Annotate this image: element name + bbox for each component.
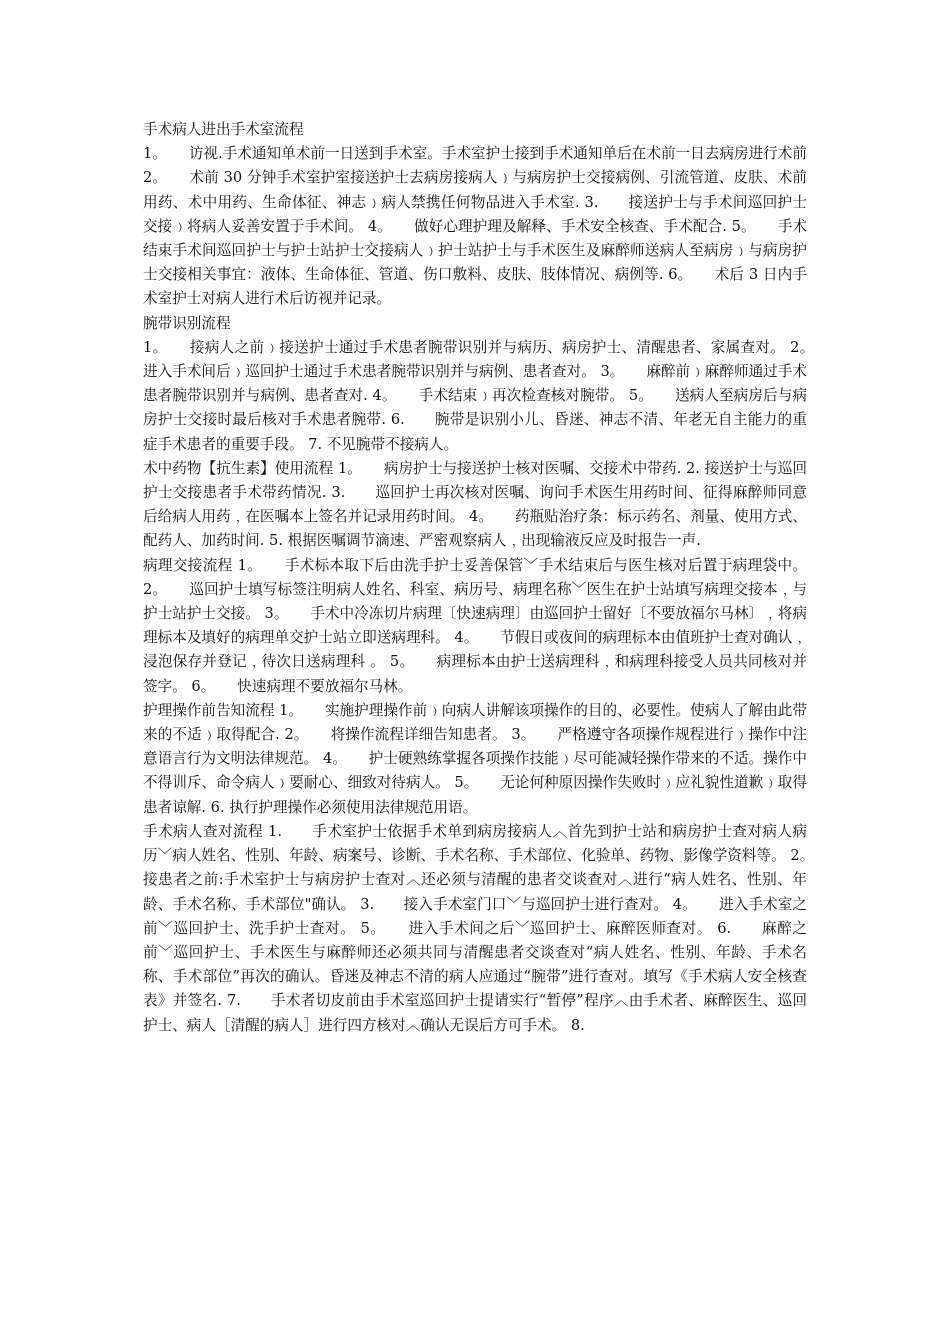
section-title: 病理交接流程 bbox=[143, 556, 233, 574]
section-body: 1。 实施护理操作前﹚向病人讲解该项操作的目的、必要性。使病人了解由此带来的不适﹚取得配合. 2。 将操作流程详细告知患者。 3。 严格遵守各项操作规程进行﹚操作中注意语言行为文明法律规范。 4。 护士硬熟练掌握各项操作技能﹚尽可能减轻操作带来的不适。操作中不得训斥、命令病人﹚要耐心、细致对待病人。 5。 无论何种原因操作失败时﹚应礼貌性道歉﹚取得患者谅解. 6. 执行护理操作必须使用法律规范用语。 bbox=[143, 701, 807, 816]
section-body: 1。 病房护士与接送护士核对医嘱、交接术中带药. 2. 接送护士与巡回护士交接患者手术带药情况. 3. 巡回护士再次核对医嘱、询问手术医生用药时间、征得麻醉师同意后给病人用药﹐在医嘱本上签名并记录用药时间。 4。 药瓶贴治疗条：标示药名、剂量、使用方式、配药人、加药时间. 5. 根据医嘱调节滴速、严密观察病人﹐出现输液反应及时报告一声. bbox=[143, 459, 807, 550]
section-body: 1。 访视.手术通知单术前一日送到手术室。手术室护士接到手术通知单后在术前一日去病房进行术前 2。 术前 30 分钟手术室护室接送护士去病房接病人﹚与病房护士交接病例、引流管道、皮肤、术前用药、术中用药、生命体征、神志﹚病人禁携任何物品进入手术室. 3. 接送护士与手术间巡回护士交接﹚将病人妥善安置于手术间。 4。 做好心理护理及解释、手术安全核查、手术配合. 5。 手术结束手术间巡回护士与护士站护士交接病人﹚护士站护士与手术医生及麻醉师送病人至病房﹚与病房护士交接相关事宜：液体、生命体征、管道、伤口敷料、皮肤、肢体情况、病例等. 6。 术后 3 日内手术室护士对病人进行术后访视并记录。 bbox=[143, 145, 807, 308]
section-title: 手术病人查对流程 bbox=[143, 822, 264, 840]
document-body bbox=[143, 118, 837, 1038]
section-title: 手术病人进出手术室流程 bbox=[143, 121, 304, 138]
section-surgery-flow bbox=[143, 118, 807, 312]
section-body: 1。 手术标本取下后由洗手护士妥善保管﹀手术结束后与医生核对后置于病理袋中。 2。 巡回护士填写标签注明病人姓名、科室、病历号、病理名称﹀医生在护士站填写病理交接本﹐与护士站护士交接。 3。 手术中冷冻切片病理〔快速病理〕由巡回护士留好〔不要放福尔马林〕﹐将病理标本及填好的病理单交护士站立即送病理科。 4。 节假日或夜间的病理标本由值班护士查对确认﹐浸泡保存并登记﹐待次日送病理科 。 5。 病理标本由护士送病理科﹐和病理科接受人员共同核对并签字。 6。 快速病理不要放福尔马林。 bbox=[143, 556, 807, 695]
section-patient-check-flow bbox=[143, 820, 837, 1038]
section-title: 腕带识别流程 bbox=[143, 314, 231, 332]
section-body: 1。 接病人之前﹚接送护士通过手术患者腕带识别并与病历、病房护士、清醒患者、家属查对。 2。 进入手术间后﹚巡回护士通过手术患者腕带识别并与病例、患者查对。 3。 麻醉前﹚麻醉师通过手术患者腕带识别并与病例、患者查对. 4。 手术结束﹚再次检查核对腕带。 5。 送病人至病房后与病房护士交接时最后核对手术患者腕带. 6. 腕带是识别小儿、昏迷、神志不清、年老无自主能力的重症手术患者的重要手段。 7. 不见腕带不接病人。 bbox=[143, 338, 837, 453]
section-notification-flow bbox=[143, 699, 807, 820]
section-title: 护理操作前告知流程 bbox=[143, 701, 275, 719]
section-pathology-flow bbox=[143, 554, 807, 699]
section-wristband-flow bbox=[143, 312, 837, 457]
section-antibiotic-flow bbox=[143, 457, 807, 554]
section-body: 1. 手术室护士依据手术单到病房接病人︿首先到护士站和病房护士查对病人病历﹀病人姓名、性别、年龄、病案号、诊断、手术名称、手术部位、化验单、药物、影像学资料等。 2。 接患者之前:手术室护士与病房护士查对︿还必须与清醒的患者交谈查对︿进行“病人姓名、性别、年龄、手术名称、手术部位"确认。 3. 接入手术室门口﹀与巡回护士进行查对。 4。 进入手术室之前﹀巡回护士、洗手护士查对。 5。 进入手术间之后﹀巡回护士、麻醉医师查对。 6. 麻醉之前﹀巡回护士、手术医生与麻醉师还必须共同与清醒患者交谈查对“病人姓名、性别、年龄、手术名称、手术部位”再次的确认。昏迷及神志不清的病人应通过“腕带”进行查对。填写《手术病人安全核查表》并签名. 7. 手术者切皮前由手术室巡回护士提请实行“暂停”程序︿由手术者、麻醉医生、巡回护士、病人［清醒的病人］进行四方核对︿确认无误后方可手术。 8. bbox=[143, 822, 837, 1034]
section-title: 术中药物【抗生素】使用流程 bbox=[143, 459, 334, 477]
